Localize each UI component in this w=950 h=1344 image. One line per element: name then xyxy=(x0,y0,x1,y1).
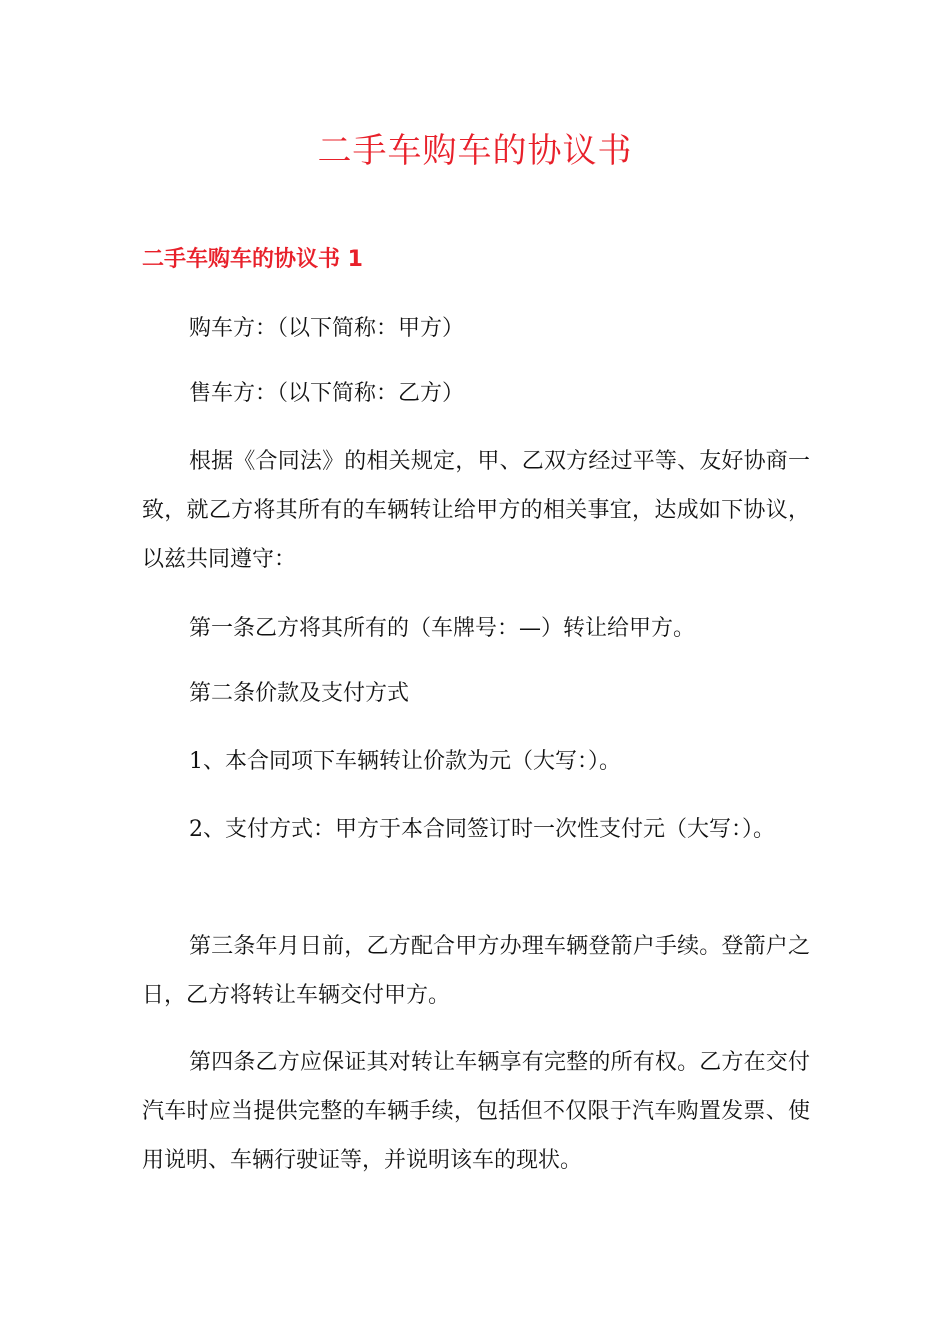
paragraph-preamble: 根据《合同法》的相关规定，甲、乙双方经过平等、友好协商一致，就乙方将其所有的车辆转让给甲方的相关事宜，达成如下协议，以兹共同遵守： xyxy=(142,449,810,572)
paragraph-seller: 售车方：（以下简称：乙方） xyxy=(189,381,465,406)
section-heading: 二手车购车的协议书 1 xyxy=(142,247,363,272)
paragraph-article-1: 第一条乙方将其所有的（车牌号：—）转让给甲方。 xyxy=(189,616,696,641)
paragraph-buyer: 购车方：（以下简称：甲方） xyxy=(189,316,465,341)
paragraph-article-4: 第四条乙方应保证其对转让车辆享有完整的所有权。乙方在交付汽车时应当提供完整的车辆手续，包括但不仅限于汽车购置发票、使用说明、车辆行驶证等，并说明该车的现状。 xyxy=(142,1050,810,1173)
paragraph-article-2: 第二条价款及支付方式 xyxy=(189,681,410,706)
document-title: 二手车购车的协议书 xyxy=(317,131,633,171)
paragraph-article-3: 第三条年月日前，乙方配合甲方办理车辆登箭户手续。登箭户之日，乙方将转让车辆交付甲方。 xyxy=(142,934,810,1008)
paragraph-article-2-item-2: 2、支付方式：甲方于本合同签订时一次性支付元（大写：）。 xyxy=(189,817,775,842)
paragraph-article-2-item-1: 1、本合同项下车辆转让价款为元（大写：）。 xyxy=(189,749,621,774)
